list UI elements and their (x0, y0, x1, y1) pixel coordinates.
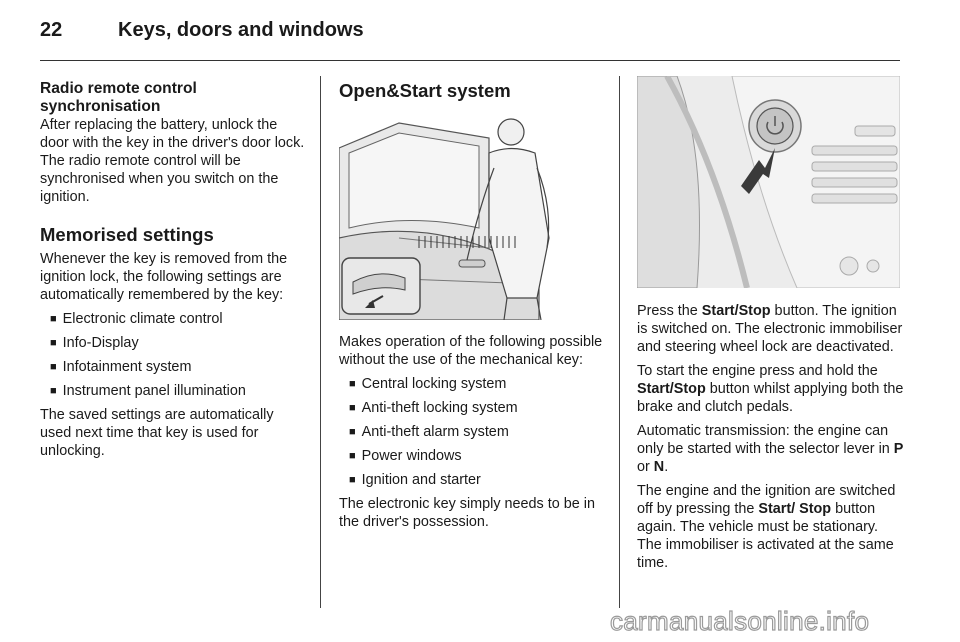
list-item: ■ Infotainment system (50, 358, 308, 377)
start-stop-label: Start/ Stop (758, 501, 832, 517)
header-rule (40, 60, 900, 61)
open-start-heading: Open&Start system (339, 80, 511, 101)
column-divider-right (619, 76, 620, 608)
list-item: ■ Instrument panel illumination (50, 382, 308, 401)
list-item: ■ Ignition and starter (349, 471, 607, 490)
open-start-outro: The electronic key simply needs to be in the driver's possession. (339, 496, 595, 530)
list-item: ■ Info-Display (50, 334, 308, 353)
start-stop-label: Start/Stop (637, 381, 706, 397)
list-item: ■ Electronic climate control (50, 310, 308, 329)
open-start-list (339, 375, 607, 490)
memorised-list (40, 310, 308, 401)
gear-p-label: P (893, 441, 904, 457)
switch-off-text: The engine and the ignition are switched off by pressing the Start/ Stop button again. The vehicle must be stationary. The immobiliser is activated at the same time. (637, 483, 896, 571)
middle-column-text (339, 333, 607, 537)
automatic-transmission-text: Automatic transmission: the engine can only be started with the selector lever in P or N. (637, 423, 904, 475)
page-number: 22 (40, 19, 63, 41)
open-start-illustration (339, 108, 603, 320)
memorised-outro: The saved settings are automatically used next time that key is used for unlocking. (40, 407, 274, 459)
start-stop-illustration (637, 76, 900, 288)
memorised-intro: Whenever the key is removed from the ignition lock, the following settings are automatically remembered by the key: (40, 251, 288, 303)
start-stop-label: Start/Stop (701, 303, 771, 319)
gear-n-label: N (653, 459, 665, 475)
list-item: ■ Power windows (349, 447, 607, 466)
left-column (40, 80, 308, 466)
radio-sync-text: After replacing the battery, unlock the door with the key in the driver's door lock. The radio remote control will be synchronised when you switch on the ignition. (40, 117, 305, 205)
right-column (637, 302, 905, 578)
list-item: ■ Central locking system (349, 375, 607, 394)
memorised-settings-heading: Memorised settings (40, 224, 214, 245)
start-engine-text: To start the engine press and hold the Start/Stop button whilst applying both the brake and clutch pedals. (637, 363, 904, 415)
page-title: Keys, doors and windows (118, 19, 364, 41)
list-item: ■ Anti-theft alarm system (349, 423, 607, 442)
list-item: ■ Anti-theft locking system (349, 399, 607, 418)
radio-sync-heading: Radio remote control synchronisation (40, 80, 197, 115)
middle-column (339, 80, 607, 106)
column-divider-left (320, 76, 321, 608)
start-stop-press-text: Press the Start/Stop button. The ignition is switched on. The electronic immobiliser and steering wheel lock are deactivated. (637, 303, 903, 355)
open-start-intro: Makes operation of the following possible without the use of the mechanical key: (339, 334, 603, 368)
watermark: carmanualsonline.info (610, 606, 870, 636)
